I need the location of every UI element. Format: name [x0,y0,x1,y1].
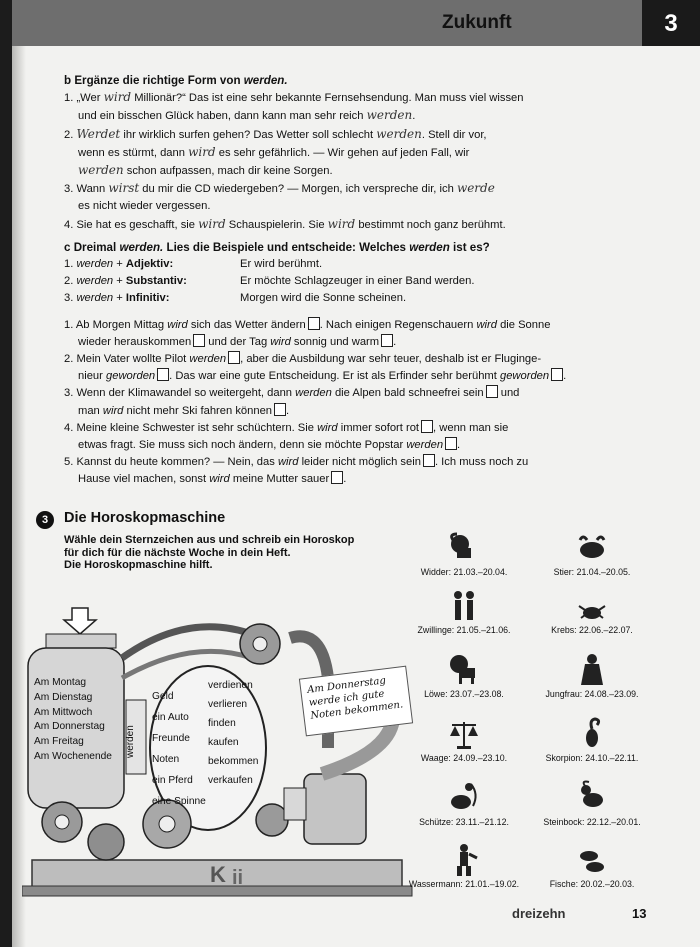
scorpion-icon [575,716,609,750]
day-item: Am Mittwoch [34,706,93,718]
zodiac-sign: Zwillinge: 21.05.–21.06. [404,588,524,635]
verb-list [208,676,258,790]
virgin-icon [575,652,609,686]
zodiac-sign: Waage: 24.09.–23.10. [404,716,524,763]
page-number-word: dreizehn [512,906,566,921]
day-list [34,676,112,765]
section-number-badge: 3 [36,511,54,529]
handwritten-answer: werde [456,181,495,196]
exercise-area [64,72,644,489]
zodiac-sign: Krebs: 22.06.–22.07. [532,600,652,635]
ex-c-sentence-3: 3. Wenn der Klimawandel so weitergeht, dann werden die Alpen bald schneefrei sein und [64,387,520,400]
ex-b-line-3: 2. Werdet ihr wirklich surfen gehen? Das Wetter soll schlecht werden. Stell dir vor, [64,126,487,141]
lion-icon [447,652,481,686]
noun-item: eine Spinne [152,796,206,807]
ex-c-sentence-3-cont: man wird nicht mehr Ski fahren können . [78,404,290,417]
archer-icon [447,780,481,814]
svg-text:ii: ii [232,867,244,889]
verb-item: verlieren [208,699,248,710]
zodiac-sign: Skorpion: 24.10.–22.11. [532,716,652,763]
verb-item: verkaufen [208,775,253,786]
answer-checkbox[interactable] [193,334,205,347]
werden-label: werden [125,725,136,758]
zodiac-sign: Löwe: 23.07.–23.08. [404,652,524,699]
handwritten-answer: wirst [108,181,140,196]
rule-row: 3. werden + Infinitiv: Morgen wird die Sonne scheinen. [64,292,407,305]
answer-checkbox[interactable] [445,437,457,450]
verb-item: kaufen [208,737,239,748]
verb-item: bekommen [208,756,259,767]
rule-row: 2. werden + Substantiv: Er möchte Schlagzeuger in einer Band werden. [64,275,475,288]
answer-checkbox[interactable] [421,420,433,433]
answer-checkbox[interactable] [551,368,563,381]
ex-c-sentence-5: 5. Kannst du heute kommen? — Nein, das wird leider nicht möglich sein . Ich muss noch zu [64,456,529,469]
ex-c-sentence-1-cont: wieder herauskommen und der Tag wird sonnig und warm . [78,335,397,348]
exercise-c-heading: c Dreimal werden. Lies die Beispiele und entscheide: Welches werden ist es? [64,240,490,254]
handwritten-answer: werden [376,126,422,141]
answer-checkbox[interactable] [381,334,393,347]
noun-item: Noten [152,754,180,765]
handwritten-answer: wird [188,144,216,159]
answer-checkbox[interactable] [486,385,498,398]
day-item: Am Donnerstag [34,721,105,733]
day-item: Am Montag [34,677,87,688]
day-item: Am Wochenende [34,750,112,762]
ex-b-line-1: 1. „Wer wird Millionär?“ Das ist eine sehr bekannte Fernsehsendung. Man muss viel wissen [64,90,524,105]
ex-b-line-7: es nicht wieder vergessen. [78,200,211,213]
verb-item: finden [208,718,236,729]
answer-checkbox[interactable] [423,454,435,467]
ex-b-line-8: 4. Sie hat es geschafft, sie wird Schauspielerin. Sie wird bestimmt noch ganz berühmt. [64,216,506,231]
noun-item: ein Pferd [152,775,193,786]
goat-icon [575,780,609,814]
handwritten-answer: Werdet [76,126,121,141]
ex-c-sentence-5-cont: Hause viel machen, sonst wird meine Mutter sauer . [78,473,347,486]
ex-c-sentence-1: 1. Ab Morgen Mittag wird sich das Wetter ändern . Nach einigen Regenschauern wird die Sonne [64,318,551,331]
example-note-card: Am Donnerstag werde ich gute Noten bekommen. [299,666,413,737]
noun-item: Freunde [152,733,190,744]
zodiac-sign: Fische: 20.02.–20.03. [532,846,652,889]
day-item: Am Freitag [34,736,84,748]
handwritten-answer: wird [327,216,356,231]
noun-list [152,686,206,812]
zodiac-sign: Stier: 21.04.–20.05. [532,530,652,577]
textbook-page [12,0,700,947]
section-instructions: Wähle dein Sternzeichen aus und schreib ein Horoskop für dich für die nächste Woche in dein Heft. Die Horoskopmaschine hilft. [64,534,355,571]
exercise-b-heading: b Ergänze die richtige Form von werden. [64,74,288,87]
fish-icon [575,846,609,876]
answer-checkbox[interactable] [308,317,320,330]
zodiac-sign: Schütze: 23.11.–21.12. [404,780,524,827]
ex-b-line-2: und ein bisschen Glück haben, dann kann man sehr reich werden. [78,108,416,123]
handwritten-answer: werden [78,163,124,178]
handwritten-answer: werden [366,108,413,123]
twins-icon [447,588,481,622]
day-item: Am Dienstag [34,691,93,703]
svg-text:K: K [210,862,226,887]
page-number: 13 [632,906,647,921]
ex-c-sentence-2-cont: nieur geworden . Das war eine gute Entscheidung. Er ist als Erfinder sehr berühmt geworden . [78,370,567,383]
ex-b-line-5: werden schon aufpassen, mach dir keine Sorgen. [78,163,333,178]
handwritten-answer: wird [103,90,132,105]
noun-item: Geld [152,691,174,702]
zodiac-sign: Widder: 21.03.–20.04. [404,530,524,577]
zodiac-sign: Jungfrau: 24.08.–23.09. [532,652,652,699]
noun-item: ein Auto [152,712,189,723]
unit-number: 3 [642,0,700,46]
zodiac-sign: Wassermann: 21.01.–19.02. [404,842,524,889]
rule-row: 1. werden + Adjektiv: Er wird berühmt. [64,258,323,271]
verb-item: verdienen [208,680,253,691]
ex-c-sentence-4: 4. Meine kleine Schwester ist sehr schüchtern. Sie wird immer sofort rot , wenn man sie [64,421,509,434]
crab-icon [575,600,609,622]
ex-b-line-4: wenn es stürmt, dann wird es sehr gefährlich. — Wir gehen auf jeden Fall, wir [78,144,470,159]
answer-checkbox[interactable] [228,351,240,364]
answer-checkbox[interactable] [274,403,286,416]
ex-c-sentence-2: 2. Mein Vater wollte Pilot werden , aber die Ausbildung war sehr teuer, deshalb ist er Fluginge- [64,353,542,366]
chapter-header [12,0,700,46]
bull-icon [575,530,609,564]
chapter-title: Zukunft [442,12,512,33]
water-bearer-icon [447,842,481,876]
ex-c-sentence-4-cont: etwas fragt. Sie muss sich noch ändern, denn sie möchte Popstar werden . [78,439,461,452]
zodiac-sign: Steinbock: 22.12.–20.01. [532,780,652,827]
ex-b-line-6: 3. Wann wirst du mir die CD wiedergeben? — Morgen, ich verspreche dir, ich werde [64,181,495,196]
handwritten-answer: wird [198,216,226,231]
section-title: Die Horoskopmaschine [64,510,226,526]
answer-checkbox[interactable] [331,471,343,484]
horoscope-machine-illustration [22,598,422,908]
answer-checkbox[interactable] [157,368,169,381]
ram-icon [447,530,481,564]
scales-icon [447,716,481,750]
